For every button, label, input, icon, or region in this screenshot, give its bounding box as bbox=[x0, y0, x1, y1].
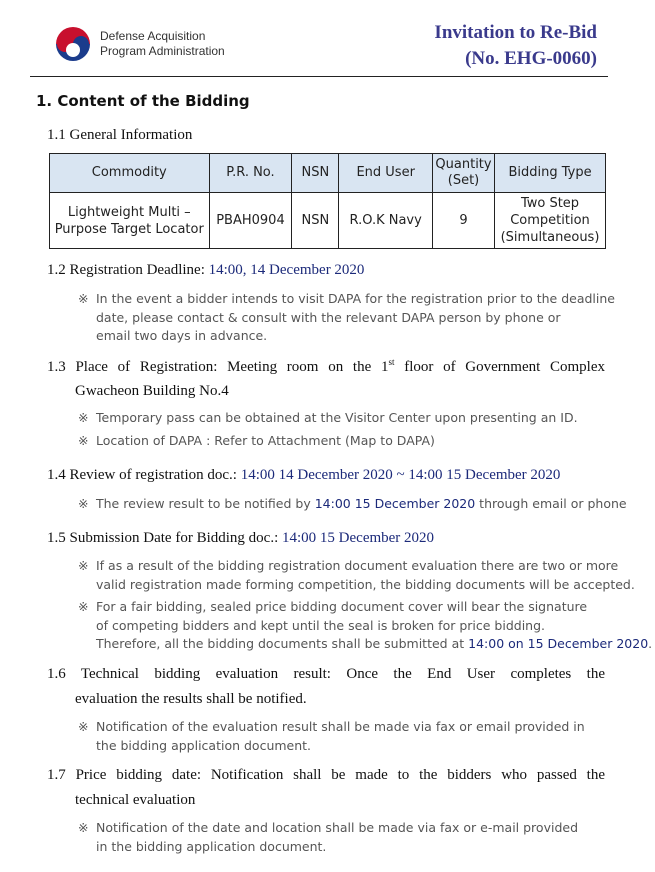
section-title: 1. Content of the Bidding bbox=[36, 92, 250, 110]
cell-commodity bbox=[50, 193, 210, 249]
note-1-6 bbox=[78, 718, 608, 755]
heading-1-6: 1.6 Technical bidding evaluation result: Once the End User completes the bbox=[47, 666, 605, 682]
label-1-3-pre: 1.3 Place of Registration: Meeting room on the 1 bbox=[47, 359, 389, 375]
note-1-5-a-line-1: If as a result of the bidding registration document evaluation there are two or more bbox=[96, 558, 619, 573]
note-mark: ※ bbox=[78, 291, 89, 306]
heading-1-6-line-2: evaluation the results shall be notified. bbox=[75, 691, 307, 707]
header-quantity bbox=[433, 154, 495, 193]
org-name bbox=[100, 29, 225, 59]
note-1-4-post: through email or phone bbox=[475, 496, 627, 511]
title-line-2: (No. EHG-0060) bbox=[465, 48, 597, 69]
heading-1-2 bbox=[47, 262, 364, 279]
header-divider bbox=[30, 76, 608, 77]
cell-end-user: R.O.K Navy bbox=[339, 193, 433, 249]
note-mark: ※ bbox=[78, 410, 89, 425]
note-1-6-line-2: the bidding application document. bbox=[96, 737, 312, 753]
bidding-line-3: (Simultaneous) bbox=[500, 230, 600, 245]
note-1-3-a: Temporary pass can be obtained at the Visitor Center upon presenting an ID. bbox=[96, 410, 578, 425]
heading-1-3-line-2: Gwacheon Building No.4 bbox=[75, 383, 229, 399]
submission-date: 14:00 15 December 2020 bbox=[282, 530, 435, 546]
note-1-2-line-2: date, please contact & consult with the relevant DAPA person by phone or bbox=[96, 309, 561, 325]
note-1-7-line-2: in the bidding application document. bbox=[96, 838, 327, 854]
note-1-4-date: 14:00 15 December 2020 bbox=[314, 496, 476, 511]
taegeuk-logo-icon bbox=[55, 26, 91, 62]
note-mark: ※ bbox=[78, 432, 89, 448]
note-1-5-b-line-3: Therefore, all the bidding documents shall be submitted at bbox=[96, 636, 469, 651]
note-mark: ※ bbox=[78, 719, 89, 734]
note-1-2-line-3: email two days in advance. bbox=[96, 328, 268, 343]
bidding-line-1: Two Step bbox=[520, 196, 580, 211]
org-line-1: Defense Acquisition bbox=[100, 29, 206, 43]
review-period: 14:00 14 December 2020 ~ 14:00 15 December 2020 bbox=[240, 467, 561, 483]
note-mark: ※ bbox=[78, 599, 89, 614]
cell-quantity: 9 bbox=[433, 193, 495, 249]
registration-deadline: 14:00, 14 December 2020 bbox=[208, 262, 365, 278]
note-mark: ※ bbox=[78, 558, 89, 573]
header-pr-no: P.R. No. bbox=[209, 154, 292, 193]
note-1-6-line-1: Notification of the evaluation result shall be made via fax or email provided in bbox=[96, 719, 585, 734]
label-1-2: 1.2 Registration Deadline: bbox=[47, 262, 209, 278]
table-header-row bbox=[50, 154, 606, 193]
header-end-user: End User bbox=[339, 154, 433, 193]
note-1-5-a-line-2: valid registration made forming competition, the bidding documents will be accepted. bbox=[96, 576, 635, 592]
note-1-3 bbox=[78, 409, 608, 450]
quantity-unit: (Set) bbox=[447, 173, 480, 188]
note-mark: ※ bbox=[78, 820, 89, 835]
heading-1-5 bbox=[47, 530, 434, 547]
header-nsn: NSN bbox=[292, 154, 339, 193]
note-1-2 bbox=[78, 290, 615, 346]
heading-1-7-line-2: technical evaluation bbox=[75, 792, 196, 808]
note-1-7 bbox=[78, 819, 608, 856]
cell-bidding-type bbox=[495, 193, 606, 249]
cell-pr-no: PBAH0904 bbox=[209, 193, 292, 249]
note-mark: ※ bbox=[78, 496, 89, 511]
bidding-line-2: Competition bbox=[510, 213, 590, 228]
note-1-3-b: Location of DAPA : Refer to Attachment (Map to DAPA) bbox=[96, 432, 435, 448]
cell-nsn: NSN bbox=[292, 193, 339, 249]
note-1-4-pre: The review result to be notified by bbox=[96, 496, 315, 511]
heading-1-3 bbox=[47, 357, 605, 376]
note-1-7-line-1: Notification of the date and location shall be made via fax or e-mail provided bbox=[96, 820, 579, 835]
label-1-3-sup: st bbox=[388, 357, 395, 367]
commodity-line-1: Lightweight Multi – bbox=[67, 204, 191, 220]
note-1-5-b-line-2: of competing bidders and kept until the seal is broken for price bidding. bbox=[96, 617, 545, 633]
note-1-5-b-date: 14:00 on 15 December 2020 bbox=[468, 636, 649, 651]
note-1-5-b-line-1: For a fair bidding, sealed price bidding document cover will bear the signature bbox=[96, 599, 588, 614]
note-1-5 bbox=[78, 557, 653, 654]
quantity-label: Quantity bbox=[435, 157, 492, 172]
note-1-4 bbox=[78, 495, 627, 514]
label-1-3-post: floor of Government Complex bbox=[394, 359, 605, 375]
title-line-1: Invitation to Re-Bid bbox=[434, 22, 597, 43]
label-1-5: 1.5 Submission Date for Bidding doc.: bbox=[47, 530, 282, 546]
table-row bbox=[50, 193, 606, 249]
heading-1-1: 1.1 General Information bbox=[47, 127, 193, 143]
header-commodity: Commodity bbox=[50, 154, 210, 193]
label-1-4: 1.4 Review of registration doc.: bbox=[47, 467, 241, 483]
header-bidding-type: Bidding Type bbox=[495, 154, 606, 193]
commodity-line-2: Purpose Target Locator bbox=[54, 221, 204, 237]
general-info-table bbox=[49, 153, 606, 249]
org-line-2: Program Administration bbox=[100, 44, 225, 58]
note-1-5-b-end: . bbox=[648, 636, 653, 651]
note-1-2-line-1: In the event a bidder intends to visit DAPA for the registration prior to the deadline bbox=[96, 291, 615, 306]
heading-1-7: 1.7 Price bidding date: Notification shall be made to the bidders who passed the bbox=[47, 767, 605, 783]
document-title bbox=[434, 20, 597, 72]
heading-1-4 bbox=[47, 467, 560, 484]
